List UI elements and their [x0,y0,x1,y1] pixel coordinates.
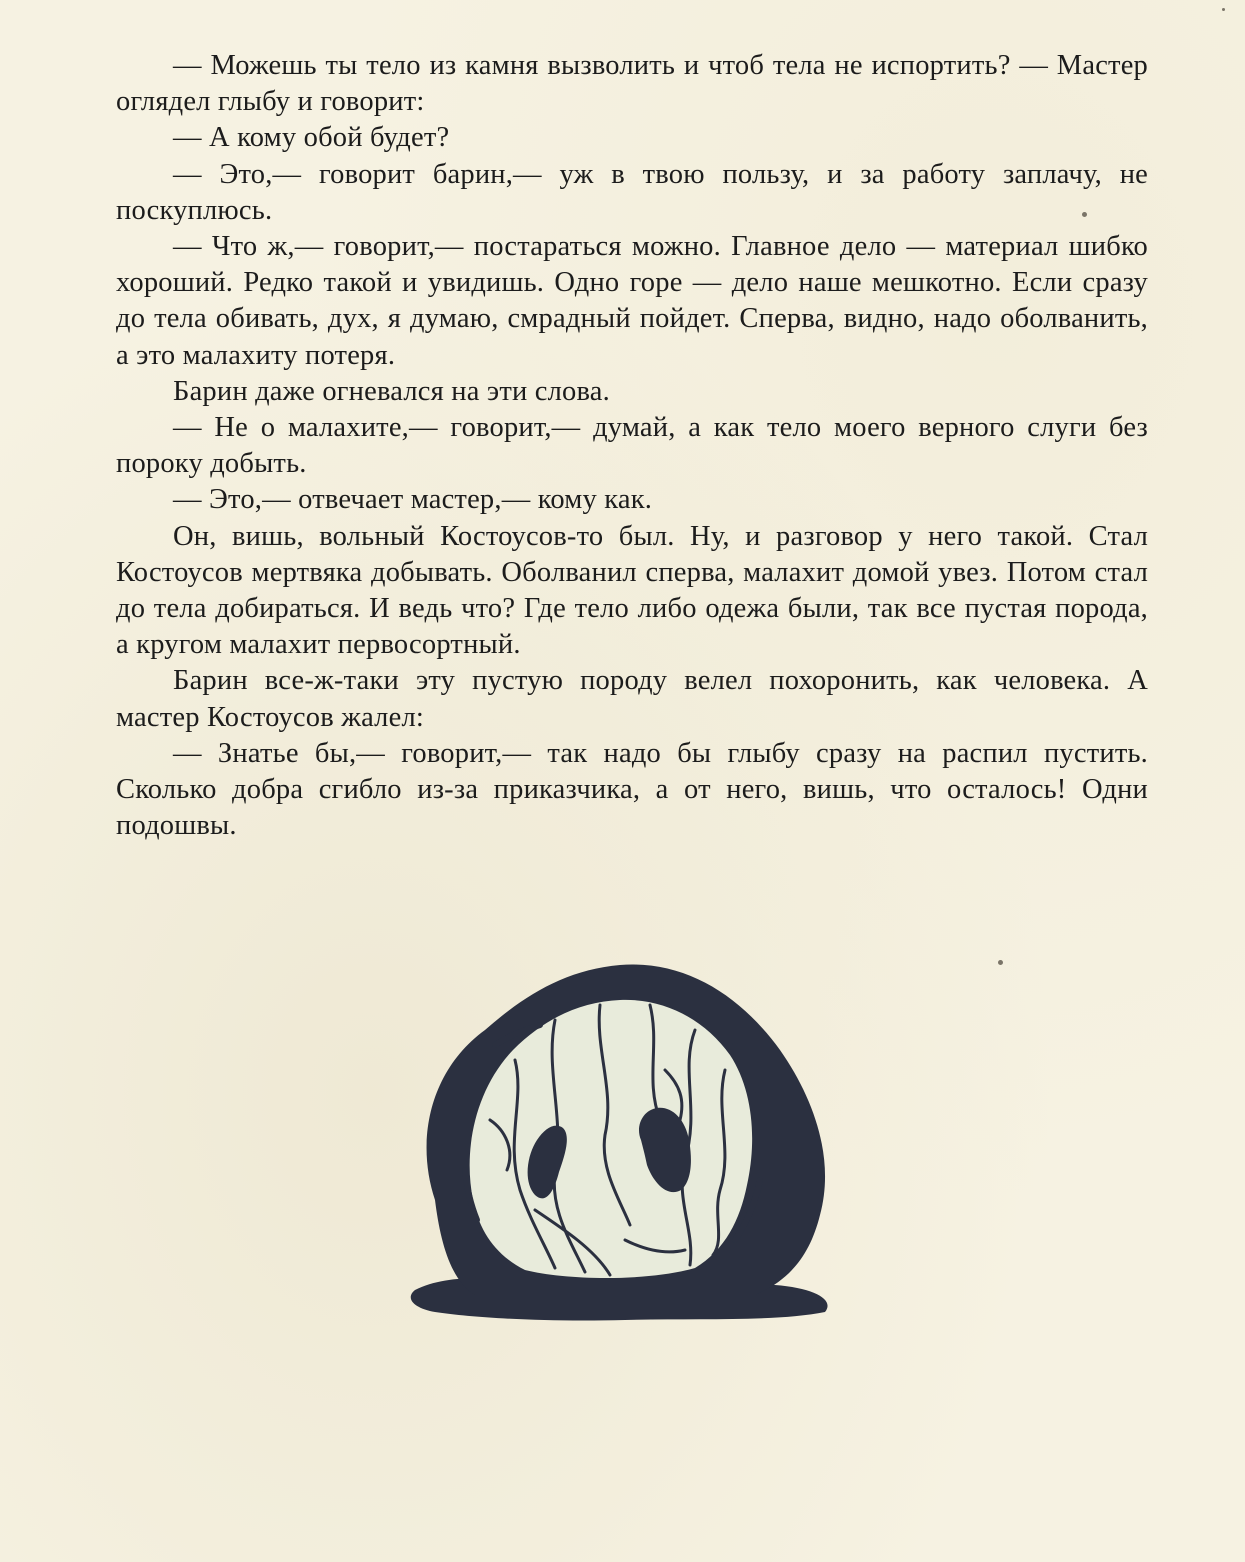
paragraph-5: Барин даже огневался на эти слова. [173,375,610,407]
paragraph-6: — Не о малахите,— говорит,— думай, а как тело моего верного слуги без пороку добыть. [116,412,1148,480]
paragraph-8: Он, вишь, вольный Костоусов-то был. Ну, и разговор у него такой. Стал Костоусов мертвяка добывать. Оболванил сперва, малахит домой увез. Потом стал до тела добираться. И ведь что? Где тело либо одежа были, так все пустая порода, а кругом малахит первосортный. [116,520,1148,661]
paragraph-7: — Это,— отвечает мастер,— кому как. [173,484,653,516]
story-text [116,48,1148,844]
paragraph-3: — Это,— говорит барин,— уж в твою пользу, и за работу заплачу, не поскуплюсь. [116,158,1148,226]
malachite-boulder-with-footprints-icon [395,950,845,1335]
print-speck [998,960,1003,965]
paragraph-10: — Знатье бы,— говорит,— так надо бы глыбу сразу на распил пустить. Сколько добра сгибло из-за приказчика, а от него, вишь, что осталось! Одни подошвы. [116,737,1148,842]
print-speck [1222,8,1225,11]
paragraph-1: — Можешь ты тело из камня вызволить и чтоб тела не испортить? — Мастер оглядел глыбу и говорит: [116,50,1148,118]
paragraph-4: — Что ж,— говорит,— постараться можно. Главное дело — материал шибко хороший. Редко такой и увидишь. Одно горе — дело наше мешкотно. Если сразу до тела обивать, дух, я думаю, смрадный пойдет. Сперва, видно, надо оболванить, а это малахиту потеря. [116,231,1148,371]
paragraph-2: — А кому обой будет? [173,122,450,154]
print-speck [1082,212,1087,217]
paragraph-9: Барин все-ж-таки эту пустую породу велел похоронить, как человека. А мастер Костоусов жалел: [116,665,1148,733]
